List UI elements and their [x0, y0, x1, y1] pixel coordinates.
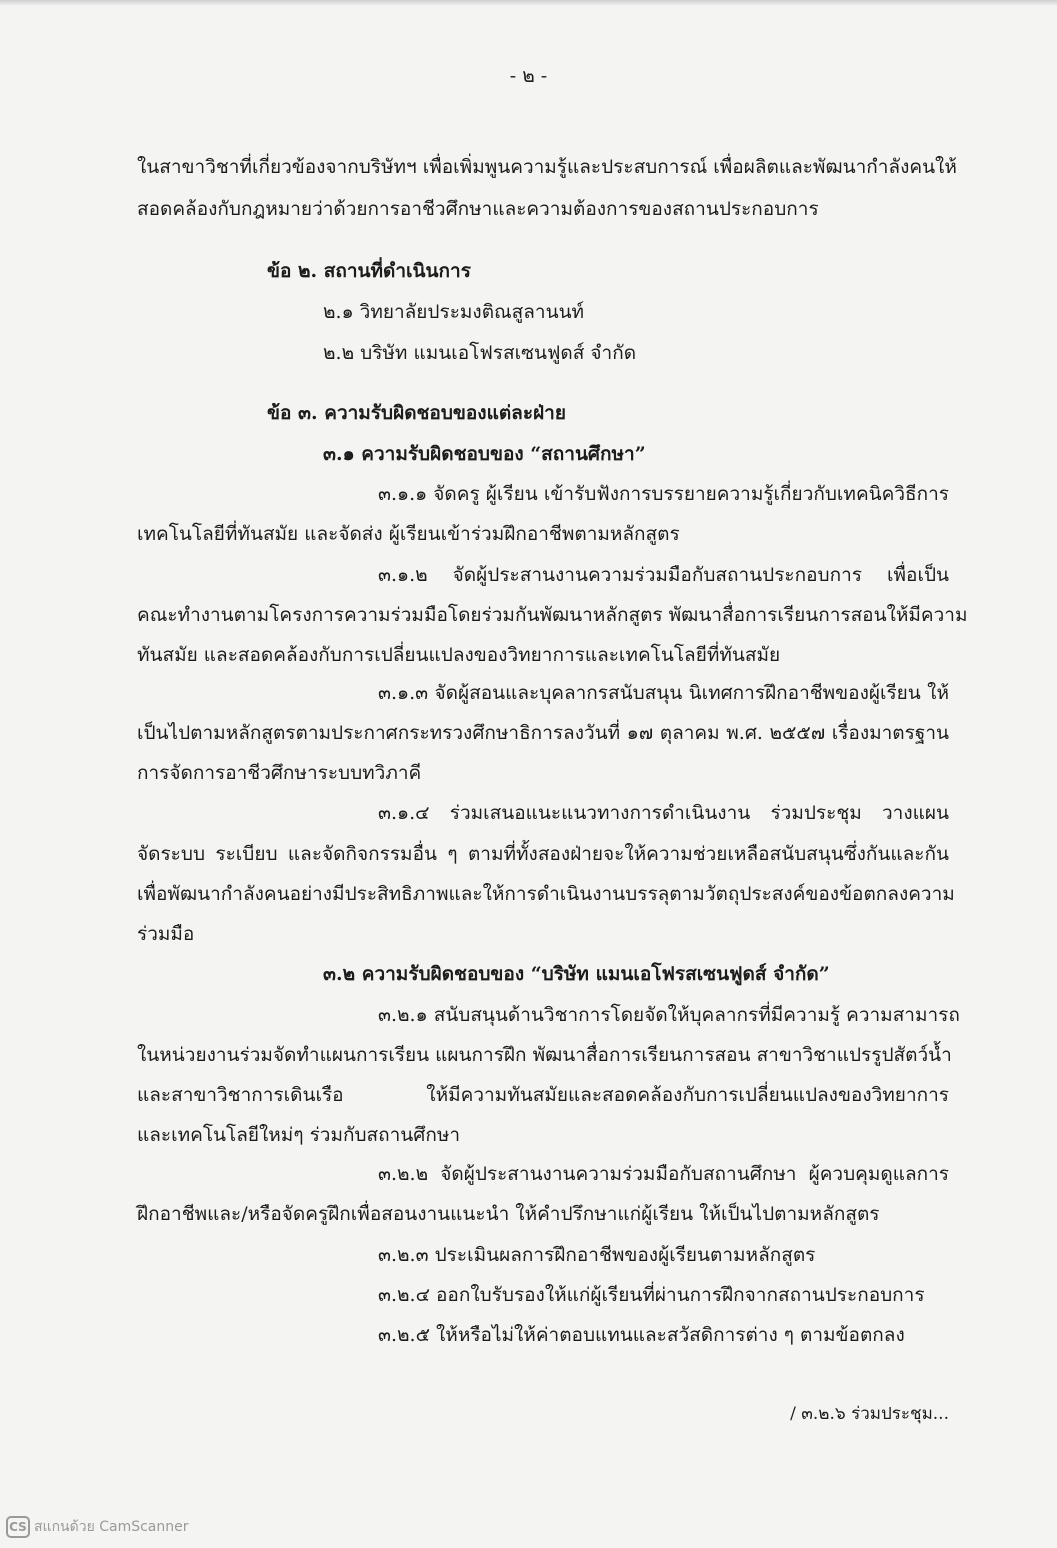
section-heading-3: ข้อ ๓. ความรับผิดชอบของแต่ละฝ่าย: [267, 402, 566, 424]
paragraph-line: สอดคล้องกับกฎหมายว่าด้วยการอาชีวศึกษาและความต้องการของสถานประกอบการ: [137, 198, 819, 220]
clause-line: ทันสมัย และสอดคล้องกับการเปลี่ยนแปลงของวิทยาการและเทคโนโลยีที่ทันสมัย: [137, 644, 781, 666]
page-number: - ๒ -: [509, 65, 548, 87]
subsection-heading-3-1: ๓.๑ ความรับผิดชอบของ “สถานศึกษา”: [323, 443, 646, 465]
clause-line: เทคโนโลยีที่ทันสมัย และจัดส่ง ผู้เรียนเข้าร่วมฝึกอาชีพตามหลักสูตร: [137, 523, 680, 545]
clause-line: เป็นไปตามหลักสูตรตามประกาศกระทรวงศึกษาธิการลงวันที่ ๑๗ ตุลาคม พ.ศ. ๒๕๕๗ เรื่องมาตรฐาน: [137, 722, 949, 744]
paragraph-line: ในสาขาวิชาที่เกี่ยวข้องจากบริษัทฯ เพื่อเพิ่มพูนความรู้และประสบการณ์ เพื่อผลิตและพัฒนากำลังคนให้: [137, 156, 957, 178]
clause-line: ๓.๑.๓ จัดผู้สอนและบุคลากรสนับสนุน นิเทศการฝึกอาชีพของผู้เรียน ให้: [378, 682, 949, 704]
subsection-heading-3-2: ๓.๒ ความรับผิดชอบของ “บริษัท แมนเอโฟรสเซนฟูดส์ จำกัด”: [323, 963, 830, 985]
clause-line: จัดระบบ ระเบียบ และจัดกิจกรรมอื่น ๆ ตามที่ทั้งสองฝ่ายจะให้ความช่วยเหลือสนับสนุนซึ่งกันและกัน: [137, 843, 949, 865]
camscanner-logo-icon: CS: [6, 1516, 30, 1538]
clause-line: และเทคโนโลยีใหม่ๆ ร่วมกับสถานศึกษา: [137, 1124, 461, 1146]
clause-line: และสาขาวิชาการเดินเรือ ให้มีความทันสมัยและสอดคล้องกับการเปลี่ยนแปลงของวิทยาการ: [137, 1084, 949, 1106]
clause-line: ๓.๑.๒ จัดผู้ประสานงานความร่วมมือกับสถานประกอบการ เพื่อเป็น: [378, 564, 949, 586]
clause-line: ๓.๒.๑ สนับสนุนด้านวิชาการโดยจัดให้บุคลากรที่มีความรู้ ความสามารถ: [378, 1004, 960, 1026]
clause-line: ร่วมมือ: [137, 923, 195, 945]
list-item: ๒.๑ วิทยาลัยประมงติณสูลานนท์: [323, 301, 585, 323]
clause-line: การจัดการอาชีวศึกษาระบบทวิภาคี: [137, 762, 422, 784]
page-continuation: / ๓.๒.๖ ร่วมประชุม...: [790, 1404, 949, 1424]
camscanner-watermark: [6, 1514, 189, 1540]
clause-line: ๓.๒.๕ ให้หรือไม่ให้ค่าตอบแทนและสวัสดิการต่าง ๆ ตามข้อตกลง: [378, 1324, 905, 1346]
clause-line: คณะทำงานตามโครงการความร่วมมือโดยร่วมกันพัฒนาหลักสูตร พัฒนาสื่อการเรียนการสอนให้มีความ: [137, 604, 968, 626]
camscanner-text: สแกนด้วย CamScanner: [34, 1519, 189, 1535]
clause-line: ๓.๒.๒ จัดผู้ประสานงานความร่วมมือกับสถานศึกษา ผู้ควบคุมดูแลการ: [378, 1163, 949, 1185]
clause-line: ฝึกอาชีพและ/หรือจัดครูฝึกเพื่อสอนงานแนะนำ ให้คำปรึกษาแก่ผู้เรียน ให้เป็นไปตามหลักสูตร: [137, 1203, 880, 1225]
clause-line: ๓.๑.๑ จัดครู ผู้เรียน เข้ารับฟังการบรรยายความรู้เกี่ยวกับเทคนิควิธีการ: [378, 483, 949, 505]
list-item: ๒.๒ บริษัท แมนเอโฟรสเซนฟูดส์ จำกัด: [323, 342, 637, 364]
clause-line: ๓.๒.๓ ประเมินผลการฝึกอาชีพของผู้เรียนตามหลักสูตร: [378, 1244, 816, 1266]
section-heading-2: ข้อ ๒. สถานที่ดำเนินการ: [267, 260, 471, 282]
clause-line: ในหน่วยงานร่วมจัดทำแผนการเรียน แผนการฝึก พัฒนาสื่อการเรียนการสอน สาขาวิชาแปรรูปสัตว์น้ำ: [137, 1044, 952, 1066]
scan-edge: [0, 0, 1057, 6]
clause-line: เพื่อพัฒนากำลังคนอย่างมีประสิทธิภาพและให้การดำเนินงานบรรลุตามวัตถุประสงค์ของข้อตกลงความ: [137, 883, 955, 905]
clause-line: ๓.๑.๔ ร่วมเสนอแนะแนวทางการดำเนินงาน ร่วมประชุม วางแผน: [378, 802, 949, 824]
clause-line: ๓.๒.๔ ออกใบรับรองให้แก่ผู้เรียนที่ผ่านการฝึกจากสถานประกอบการ: [378, 1284, 925, 1306]
